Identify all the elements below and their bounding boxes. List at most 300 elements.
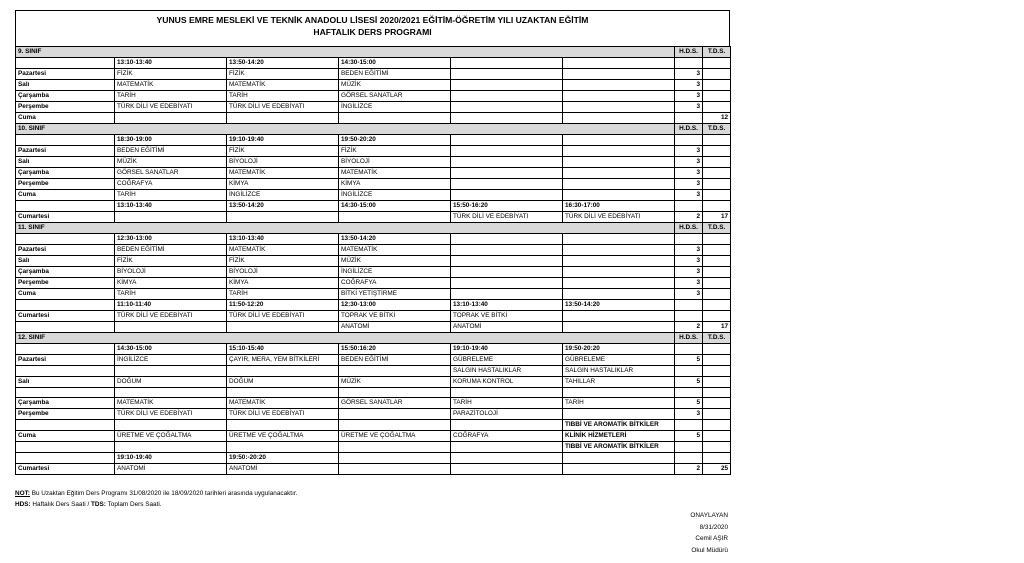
lesson-cell: KİMYA (227, 278, 339, 289)
lesson-cell (451, 420, 563, 431)
lesson-cell: MATEMATİK (227, 398, 339, 409)
tds-cell (703, 398, 731, 409)
hds-header: H.D.S. (675, 333, 703, 344)
lesson-cell: KİMYA (227, 179, 339, 190)
hds-cell: 5 (675, 431, 703, 442)
hds-header: H.D.S. (675, 124, 703, 135)
lesson-cell: TARİH (115, 289, 227, 300)
lesson-cell (563, 256, 675, 267)
tds-cell: 25 (703, 464, 731, 475)
lesson-cell: BEDEN EĞİTİMİ (115, 245, 227, 256)
lesson-cell (451, 442, 563, 453)
day-cell: Cuma (16, 289, 115, 300)
hds-cell: 3 (675, 289, 703, 300)
lesson-cell: TOPRAK VE BİTKİ (339, 311, 451, 322)
lesson-cell (227, 420, 339, 431)
lesson-cell: ANATOMİ (227, 464, 339, 475)
hds-cell: 3 (675, 278, 703, 289)
day-cell (16, 344, 115, 355)
hds-cell (675, 366, 703, 377)
hds-cell (675, 311, 703, 322)
hds-cell: 5 (675, 355, 703, 366)
lesson-cell: İNGİLİZCE (227, 190, 339, 201)
lesson-cell (451, 113, 563, 124)
tds-cell (703, 453, 731, 464)
lesson-cell (339, 464, 451, 475)
day-cell: Pazartesi (16, 69, 115, 80)
time-slot-cell: 13:10-13:40 (115, 58, 227, 69)
tds-cell (703, 300, 731, 311)
day-cell: Çarşamba (16, 398, 115, 409)
lesson-cell: TOPRAK VE BİTKİ (451, 311, 563, 322)
time-slot-cell (563, 135, 675, 146)
lesson-cell (115, 366, 227, 377)
title-line-2: HAFTALIK DERS PROGRAMI (313, 27, 432, 37)
lesson-cell: TÜRK DİLİ VE EDEBİYATI (115, 409, 227, 420)
table-row (16, 311, 731, 322)
schedule-sheet (15, 10, 730, 475)
lesson-cell: TÜRK DİLİ VE EDEBİYATI (563, 212, 675, 223)
section-header-row (16, 333, 731, 344)
lesson-cell (227, 388, 339, 398)
table-row (16, 91, 731, 102)
day-cell: Cumartesi (16, 311, 115, 322)
notes (15, 488, 297, 510)
lesson-cell (451, 157, 563, 168)
lesson-cell (451, 179, 563, 190)
lesson-cell: FİZİK (227, 69, 339, 80)
lesson-cell: FİZİK (115, 69, 227, 80)
lesson-cell: TÜRK DİLİ VE EDEBİYATI (115, 311, 227, 322)
lesson-cell: BİTKİ YETİŞTİRME (339, 289, 451, 300)
day-cell (16, 366, 115, 377)
hds-cell: 3 (675, 102, 703, 113)
lesson-cell (451, 146, 563, 157)
table-row (16, 69, 731, 80)
time-slot-cell (339, 453, 451, 464)
tds-header: T.D.S. (703, 47, 731, 58)
lesson-cell: TAHILLAR (563, 377, 675, 388)
tds-cell (703, 58, 731, 69)
hds-cell (675, 453, 703, 464)
hds-cell: 3 (675, 91, 703, 102)
document-title (15, 10, 730, 46)
lesson-cell: BİYOLOJİ (227, 267, 339, 278)
day-cell: Cuma (16, 113, 115, 124)
section-title: 10. SINIF (16, 124, 675, 135)
lesson-cell: DOĞUM (227, 377, 339, 388)
lesson-cell (563, 69, 675, 80)
lesson-cell: COĞRAFYA (339, 278, 451, 289)
hds-cell (675, 113, 703, 124)
day-cell: Cumartesi (16, 212, 115, 223)
lesson-cell: TIBBİ VE AROMATİK BİTKİLER (563, 442, 675, 453)
lesson-cell: ANATOMİ (451, 322, 563, 333)
lesson-cell (227, 442, 339, 453)
lesson-cell (563, 289, 675, 300)
table-row (16, 179, 731, 190)
time-slot-cell: 19:10-19:40 (451, 344, 563, 355)
lesson-cell: FİZİK (115, 256, 227, 267)
hds-cell (675, 58, 703, 69)
day-cell: Perşembe (16, 179, 115, 190)
day-cell (16, 322, 115, 333)
lesson-cell: SALGIN HASTALIKLAR (563, 366, 675, 377)
time-slot-cell (451, 135, 563, 146)
lesson-cell (563, 245, 675, 256)
lesson-cell (451, 267, 563, 278)
time-slot-cell (563, 453, 675, 464)
time-row (16, 201, 731, 212)
lesson-cell: İNGİLİZCE (339, 190, 451, 201)
lesson-cell (115, 442, 227, 453)
approved-label: ONAYLAYAN (690, 512, 728, 519)
hds-header: H.D.S. (675, 223, 703, 234)
table-row (16, 420, 731, 431)
day-cell (16, 58, 115, 69)
time-slot-cell: 19:50-20:20 (563, 344, 675, 355)
lesson-cell (451, 278, 563, 289)
section-title: 12. SINIF (16, 333, 675, 344)
time-slot-cell: 13:50-14:20 (563, 300, 675, 311)
time-slot-cell: 14:30-15:00 (339, 58, 451, 69)
lesson-cell (451, 388, 563, 398)
tds-cell (703, 278, 731, 289)
hds-cell: 3 (675, 80, 703, 91)
day-cell: Salı (16, 377, 115, 388)
hds-cell (675, 201, 703, 212)
lesson-cell: FİZİK (339, 146, 451, 157)
lesson-cell (563, 80, 675, 91)
hds-cell: 3 (675, 168, 703, 179)
time-slot-cell: 19:10-19:40 (227, 135, 339, 146)
lesson-cell: TARİH (451, 398, 563, 409)
time-slot-cell: 19:50-20:20 (339, 135, 451, 146)
lesson-cell: MÜZİK (115, 157, 227, 168)
lesson-cell (563, 388, 675, 398)
day-cell: Çarşamba (16, 267, 115, 278)
time-slot-cell: 11:50-12:20 (227, 300, 339, 311)
table-row (16, 267, 731, 278)
lesson-cell: MATEMATİK (115, 80, 227, 91)
lesson-cell (451, 69, 563, 80)
table-row (16, 80, 731, 91)
lesson-cell (451, 80, 563, 91)
lesson-cell: KLİNİK HİZMETLERİ (563, 431, 675, 442)
time-row (16, 135, 731, 146)
lesson-cell (339, 212, 451, 223)
lesson-cell (451, 102, 563, 113)
lesson-cell (451, 464, 563, 475)
day-cell (16, 388, 115, 398)
lesson-cell: MÜZİK (339, 377, 451, 388)
lesson-cell: BİYOLOJİ (115, 267, 227, 278)
section-header-row (16, 124, 731, 135)
lesson-cell: TÜRK DİLİ VE EDEBİYATI (227, 409, 339, 420)
tds-cell (703, 442, 731, 453)
table-row (16, 398, 731, 409)
day-cell: Çarşamba (16, 168, 115, 179)
tds-cell (703, 388, 731, 398)
tds-cell (703, 289, 731, 300)
time-slot-cell: 13:10-13:40 (451, 300, 563, 311)
day-cell: Pazartesi (16, 355, 115, 366)
lesson-cell (227, 113, 339, 124)
lesson-cell: ÜRETME VE ÇOĞALTMA (227, 431, 339, 442)
lesson-cell: KİMYA (339, 179, 451, 190)
day-cell: Pazartesi (16, 146, 115, 157)
table-row (16, 102, 731, 113)
table-row (16, 289, 731, 300)
lesson-cell: ÜRETME VE ÇOĞALTMA (115, 431, 227, 442)
lesson-cell: SALGIN HASTALIKLAR (451, 366, 563, 377)
tds-cell (703, 267, 731, 278)
signature-block (620, 510, 728, 556)
time-slot-cell: 18:30-19:00 (115, 135, 227, 146)
table-row (16, 190, 731, 201)
lesson-cell (339, 442, 451, 453)
time-slot-cell (451, 234, 563, 245)
principal-role: Okul Müdürü (691, 546, 728, 554)
lesson-cell (563, 409, 675, 420)
time-slot-cell: 13:50-14:20 (339, 234, 451, 245)
lesson-cell: BEDEN EĞİTİMİ (339, 355, 451, 366)
lesson-cell: COĞRAFYA (451, 431, 563, 442)
lesson-cell: ÇAYIR, MERA, YEM BİTKİLERİ (227, 355, 339, 366)
time-row (16, 344, 731, 355)
tds-cell (703, 431, 731, 442)
tds-cell (703, 91, 731, 102)
hds-header: H.D.S. (675, 47, 703, 58)
tds-cell: 17 (703, 322, 731, 333)
lesson-cell: TIBBİ VE AROMATİK BİTKİLER (563, 420, 675, 431)
lesson-cell (115, 113, 227, 124)
lesson-cell (451, 245, 563, 256)
lesson-cell: TARİH (227, 289, 339, 300)
lesson-cell: FİZİK (227, 256, 339, 267)
lesson-cell (115, 322, 227, 333)
section-title: 11. SINIF (16, 223, 675, 234)
tds-cell (703, 102, 731, 113)
lesson-cell: KİMYA (115, 278, 227, 289)
lesson-cell: ANATOMİ (339, 322, 451, 333)
tds-cell (703, 201, 731, 212)
time-slot-cell: 14:30-15:00 (339, 201, 451, 212)
table-row (16, 245, 731, 256)
hds-cell: 3 (675, 179, 703, 190)
table-row (16, 113, 731, 124)
time-row (16, 300, 731, 311)
table-row (16, 377, 731, 388)
schedule-table (15, 46, 731, 475)
tds-header: T.D.S. (703, 223, 731, 234)
lesson-cell: İNGİLİZCE (339, 102, 451, 113)
hds-cell (675, 344, 703, 355)
time-slot-cell (563, 234, 675, 245)
hds-cell: 3 (675, 69, 703, 80)
lesson-cell: BEDEN EĞİTİMİ (115, 146, 227, 157)
hds-cell (675, 442, 703, 453)
section-header-row (16, 223, 731, 234)
time-slot-cell: 13:50-14:20 (227, 58, 339, 69)
lesson-cell (115, 212, 227, 223)
time-slot-cell: 12:30-13:00 (339, 300, 451, 311)
day-cell: Salı (16, 157, 115, 168)
section-header-row (16, 47, 731, 58)
lesson-cell (227, 212, 339, 223)
table-row (16, 442, 731, 453)
lesson-cell: MATEMATİK (227, 80, 339, 91)
lesson-cell: GÖRSEL SANATLAR (115, 168, 227, 179)
day-cell: Cumartesi (16, 464, 115, 475)
time-slot-cell: 14:30-15:00 (115, 344, 227, 355)
lesson-cell (227, 322, 339, 333)
time-slot-cell: 13:10-13:40 (115, 201, 227, 212)
lesson-cell (339, 113, 451, 124)
day-cell: Perşembe (16, 409, 115, 420)
tds-cell (703, 234, 731, 245)
lesson-cell: COĞRAFYA (115, 179, 227, 190)
table-row (16, 212, 731, 223)
time-row (16, 234, 731, 245)
lesson-cell: PARAZİTOLOJİ (451, 409, 563, 420)
day-cell: Pazartesi (16, 245, 115, 256)
table-row (16, 366, 731, 377)
tds-cell (703, 157, 731, 168)
day-cell (16, 234, 115, 245)
tds-cell (703, 311, 731, 322)
hds-cell: 3 (675, 146, 703, 157)
lesson-cell (115, 388, 227, 398)
time-slot-cell (451, 453, 563, 464)
tds-cell: 17 (703, 212, 731, 223)
day-cell: Perşembe (16, 102, 115, 113)
lesson-cell (451, 190, 563, 201)
time-slot-cell: 19:10-19:40 (115, 453, 227, 464)
lesson-cell (563, 146, 675, 157)
tds-cell (703, 80, 731, 91)
tds-cell (703, 366, 731, 377)
hds-cell (675, 300, 703, 311)
hds-cell: 3 (675, 256, 703, 267)
day-cell: Cuma (16, 431, 115, 442)
lesson-cell (563, 91, 675, 102)
lesson-cell (563, 311, 675, 322)
note-line: NOT: Bu Uzaktan Eğitim Ders Programı 31/08/2020 ile 18/09/2020 tarihleri arasında uygulanacaktır. (15, 490, 298, 497)
time-slot-cell: 19:50:-20:20 (227, 453, 339, 464)
lesson-cell: BİYOLOJİ (339, 157, 451, 168)
tds-cell (703, 245, 731, 256)
hds-cell (675, 420, 703, 431)
lesson-cell (339, 388, 451, 398)
table-row (16, 388, 731, 398)
tds-cell (703, 344, 731, 355)
time-slot-cell: 15:50:16:20 (339, 344, 451, 355)
lesson-cell (339, 409, 451, 420)
day-cell: Salı (16, 80, 115, 91)
table-row (16, 278, 731, 289)
table-row (16, 256, 731, 267)
hds-cell (675, 388, 703, 398)
lesson-cell (563, 113, 675, 124)
tds-cell (703, 146, 731, 157)
lesson-cell (563, 267, 675, 278)
day-cell (16, 300, 115, 311)
hds-cell: 2 (675, 322, 703, 333)
day-cell (16, 420, 115, 431)
hds-cell: 3 (675, 157, 703, 168)
table-row (16, 322, 731, 333)
lesson-cell: GÖRSEL SANATLAR (339, 91, 451, 102)
lesson-cell: MATEMATİK (115, 398, 227, 409)
lesson-cell: MATEMATİK (339, 168, 451, 179)
lesson-cell (563, 102, 675, 113)
lesson-cell: KORUMA KONTROL (451, 377, 563, 388)
lesson-cell (563, 322, 675, 333)
hds-cell: 3 (675, 267, 703, 278)
table-row (16, 431, 731, 442)
table-row (16, 409, 731, 420)
day-cell (16, 453, 115, 464)
lesson-cell (451, 168, 563, 179)
lesson-cell: MATEMATİK (339, 245, 451, 256)
hds-cell (675, 135, 703, 146)
tds-cell (703, 190, 731, 201)
tds-header: T.D.S. (703, 124, 731, 135)
tds-cell (703, 355, 731, 366)
table-row (16, 168, 731, 179)
lesson-cell: TÜRK DİLİ VE EDEBİYATI (227, 102, 339, 113)
table-row (16, 464, 731, 475)
tds-cell (703, 409, 731, 420)
lesson-cell: TÜRK DİLİ VE EDEBİYATI (227, 311, 339, 322)
day-cell (16, 201, 115, 212)
lesson-cell: BİYOLOJİ (227, 157, 339, 168)
day-cell: Perşembe (16, 278, 115, 289)
time-slot-cell (451, 58, 563, 69)
lesson-cell: İNGİLİZCE (115, 355, 227, 366)
time-row (16, 58, 731, 69)
day-cell: Salı (16, 256, 115, 267)
day-cell: Çarşamba (16, 91, 115, 102)
lesson-cell: DOĞUM (115, 377, 227, 388)
hds-cell: 2 (675, 464, 703, 475)
time-slot-cell: 13:10-13:40 (227, 234, 339, 245)
hds-cell: 3 (675, 409, 703, 420)
lesson-cell: ANATOMİ (115, 464, 227, 475)
lesson-cell: ÜRETME VE ÇOĞALTMA (339, 431, 451, 442)
day-cell (16, 442, 115, 453)
tds-cell (703, 256, 731, 267)
lesson-cell: GÜBRELEME (451, 355, 563, 366)
time-slot-cell: 15:10-15:40 (227, 344, 339, 355)
time-row (16, 453, 731, 464)
lesson-cell: MÜZİK (339, 80, 451, 91)
hds-cell: 3 (675, 190, 703, 201)
lesson-cell (339, 366, 451, 377)
day-cell (16, 135, 115, 146)
section-title: 9. SINIF (16, 47, 675, 58)
lesson-cell: TARİH (227, 91, 339, 102)
table-row (16, 146, 731, 157)
abbreviation-line: HDS: Haftalık Ders Saati / TDS: Toplam Ders Saati. (15, 501, 162, 508)
tds-cell (703, 377, 731, 388)
lesson-cell (227, 366, 339, 377)
table-row (16, 355, 731, 366)
hds-cell (675, 234, 703, 245)
tds-cell (703, 135, 731, 146)
hds-cell: 2 (675, 212, 703, 223)
